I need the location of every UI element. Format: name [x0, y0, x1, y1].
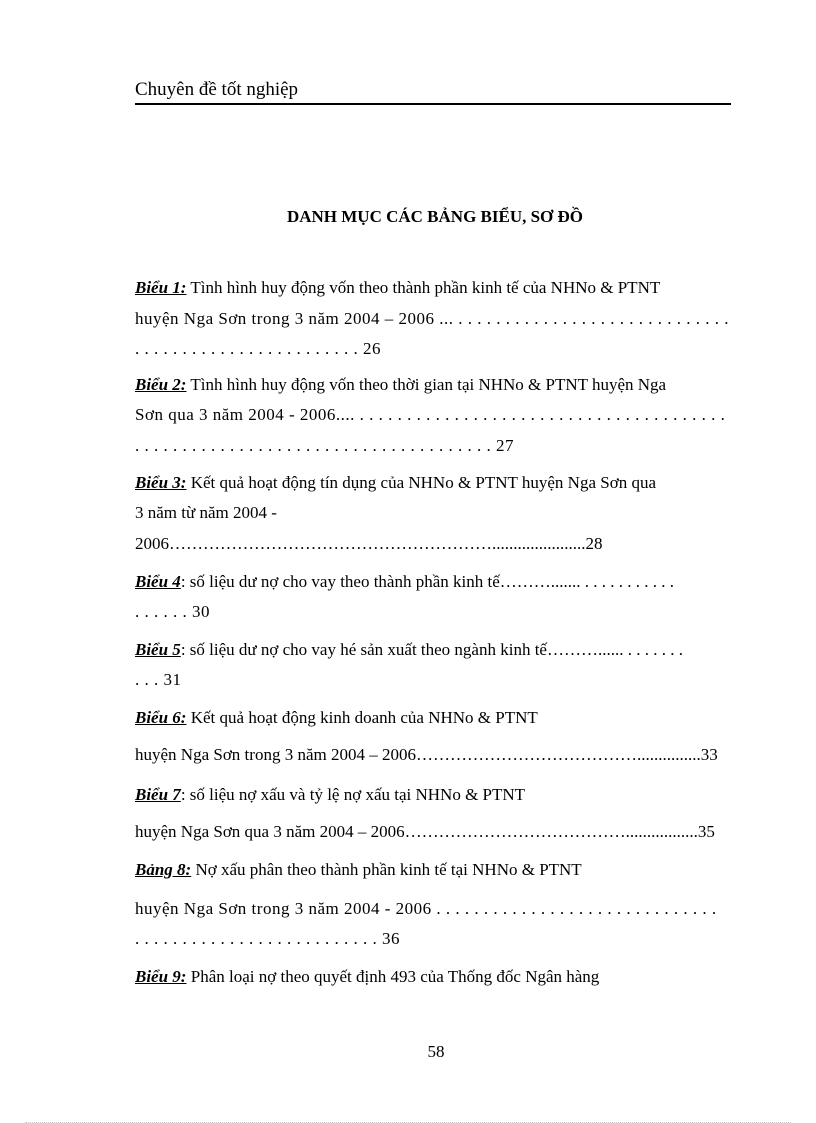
toc-entry-7-text: : số liệu nợ xấu và tỷ lệ nợ xấu tại NHNo & PTNT — [180, 785, 526, 804]
toc-entry-9 — [135, 966, 599, 988]
toc-entry-5-line-2: . . . 31 — [135, 670, 182, 689]
toc-entry-2-line-2: Sơn qua 3 năm 2004 - 2006.... . . . . . . . . . . . . . . . . . . . . . . . . . . . . . . . . . . . . . . . — [135, 405, 726, 424]
toc-entry-6-label: Biểu 6: — [135, 708, 187, 727]
toc-entry-1-text: Tình hình huy động vốn theo thành phần kinh tế của NHNo & PTNT — [186, 278, 661, 297]
toc-entry-3-label: Biểu 3: — [135, 473, 187, 492]
toc-entry-5-text: : số liệu dư nợ cho vay hé sản xuất theo ngành kinh tế………...... . . . . . . . — [180, 640, 683, 659]
toc-entry-1-line-2: huyện Nga Sơn trong 3 năm 2004 – 2006 ... . . . . . . . . . . . . . . . . . . . . . . . . . . . . . — [135, 309, 729, 328]
toc-entry-5 — [135, 639, 683, 661]
toc-entry-9-label: Biểu 9: — [135, 967, 187, 986]
toc-entry-1-line-3: . . . . . . . . . . . . . . . . . . . . . . . . 26 — [135, 339, 381, 358]
toc-entry-4 — [135, 571, 674, 593]
toc-entry-2-line-3: . . . . . . . . . . . . . . . . . . . . . . . . . . . . . . . . . . . . . . 27 — [135, 436, 514, 455]
toc-entry-8-line-3: . . . . . . . . . . . . . . . . . . . . . . . . . . 36 — [135, 929, 400, 948]
toc-entry-4-label: Biểu 4 — [135, 572, 181, 591]
toc-title: DANH MỤC CÁC BẢNG BIỂU, SƠ ĐỒ — [286, 207, 584, 226]
toc-entry-3-line-3: 2006…………………………………………………......................28 — [135, 534, 603, 553]
toc-entry-6 — [135, 707, 538, 729]
toc-entry-4-text: : số liệu dư nợ cho vay theo thành phần kinh tế………....... . . . . . . . . . . . — [180, 572, 675, 591]
toc-entry-1-label: Biểu 1: — [135, 278, 187, 297]
toc-entry-6-line-2: huyện Nga Sơn trong 3 năm 2004 – 2006…………………………………...............33 — [135, 745, 718, 764]
toc-entry-1 — [135, 277, 660, 299]
toc-entry-8-text: Nợ xấu phân theo thành phần kinh tế tại NHNo & PTNT — [191, 860, 582, 879]
toc-entry-9-text: Phân loại nợ theo quyết định 493 của Thống đốc Ngân hàng — [186, 967, 600, 986]
page-number: 58 — [427, 1042, 445, 1061]
toc-entry-8-line-2: huyện Nga Sơn trong 3 năm 2004 - 2006 . . . . . . . . . . . . . . . . . . . . . . . . . . . . . . — [135, 899, 717, 918]
toc-entry-3-line-2: 3 năm từ năm 2004 - — [135, 503, 277, 522]
running-header: Chuyên đề tốt nghiệp — [135, 78, 731, 105]
toc-entry-7 — [135, 784, 525, 806]
toc-entry-7-label: Biểu 7 — [135, 785, 181, 804]
toc-entry-8-label: Bảng 8: — [135, 860, 192, 879]
toc-entry-6-text: Kết quả hoạt động kinh doanh của NHNo & PTNT — [186, 708, 538, 727]
toc-entry-2 — [135, 374, 666, 396]
toc-entry-2-text: Tình hình huy động vốn theo thời gian tại NHNo & PTNT huyện Nga — [186, 375, 667, 394]
toc-entry-7-line-2: huyện Nga Sơn qua 3 năm 2004 – 2006………………………………….................35 — [135, 822, 715, 841]
toc-entry-3-text: Kết quả hoạt động tín dụng của NHNo & PTNT huyện Nga Sơn qua — [186, 473, 656, 492]
toc-entry-2-label: Biểu 2: — [135, 375, 187, 394]
toc-entry-8 — [135, 859, 582, 881]
toc-entry-5-label: Biểu 5 — [135, 640, 181, 659]
toc-entry-3 — [135, 472, 656, 494]
toc-entry-4-line-2: . . . . . . 30 — [135, 602, 210, 621]
